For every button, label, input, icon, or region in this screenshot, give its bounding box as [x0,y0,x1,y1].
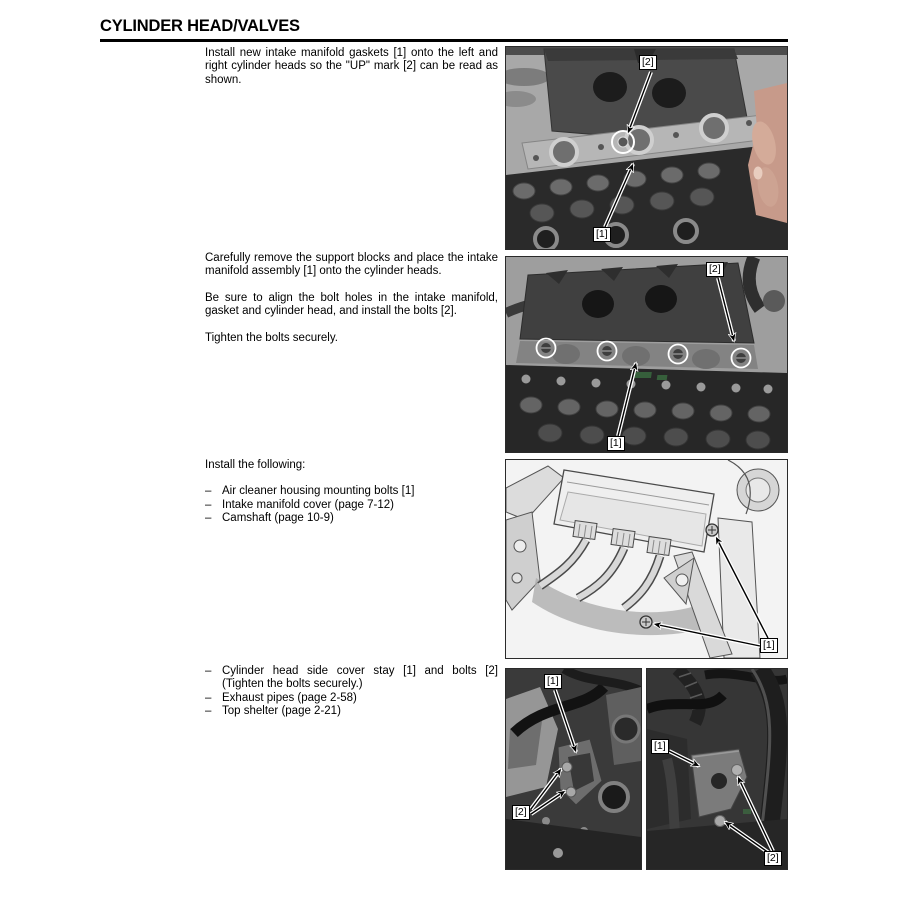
stay-bolt [562,762,572,772]
green-casting-mark [743,809,751,814]
stay-bolt [566,787,576,797]
list-item [205,485,498,498]
install-list [205,485,498,525]
figure-air-cleaner-housing [505,459,788,659]
engine-photo-stay-right [647,669,787,869]
callout-label-1: [1] [760,638,778,653]
callout-label-2: [2] [764,851,782,866]
callout-label-2: [2] [639,55,657,70]
figure-side-cover-stay-left [505,668,642,870]
paragraph: Tighten the bolts securely. [205,331,338,344]
list-dash: – [205,705,212,718]
figure-intake-manifold-gasket [505,46,788,250]
list-item [205,512,498,525]
engine-photo-stay-left [506,669,641,869]
install-list [205,665,498,719]
mounting-bolt [706,524,718,536]
callout-label-2: [2] [512,805,530,820]
list-dash: – [205,512,212,525]
paragraph: Install new intake manifold gaskets [1] onto the left and right cylinder heads so the "UP" mark [2] can be read as shown. [205,47,498,86]
paragraph: Be sure to align the bolt holes in the intake manifold, gasket and cylinder head, and install the bolts [2]. [205,291,498,318]
list-dash: – [205,485,212,498]
callout-label-1: [1] [651,739,669,754]
list-item [205,705,498,718]
step2-text [205,252,498,345]
list-item-text: Cylinder head side cover stay [1] and bolts [2] (Tighten the bolts securely.) [222,665,498,691]
page-title: CYLINDER HEAD/VALVES [100,17,300,35]
callout-label-2: [2] [706,262,724,277]
engine-photo-manifold [506,257,787,452]
callout-label-1: [1] [607,436,625,451]
engine-photo-gasket [506,47,787,249]
list-item-text: Camshaft (page 10-9) [222,512,334,525]
step4-text [205,665,498,719]
list-item [205,692,498,705]
figure-side-cover-stay-right [646,668,788,870]
list-dash: – [205,498,212,511]
list-intro: Install the following: [205,459,306,471]
list-dash: – [205,665,212,677]
list-item-text: Air cleaner housing mounting bolts [1] [222,485,415,498]
mounting-bolt [640,616,652,628]
list-item-text: Intake manifold cover (page 7-12) [222,498,394,511]
paragraph: Carefully remove the support blocks and place the intake manifold assembly [1] onto the cylinder heads. [205,252,498,278]
stay-bolt [732,765,743,776]
figure-intake-manifold-bolts [505,256,788,453]
list-item-text: Exhaust pipes (page 2-58) [222,691,357,704]
list-item [205,665,498,692]
title-rule [100,39,788,42]
step1-text [205,47,498,87]
engine-illustration-air-cleaner [506,460,787,658]
list-dash: – [205,691,212,704]
list-item-text: Top shelter (page 2-21) [222,705,341,718]
step3-text [205,459,498,526]
list-item [205,499,498,512]
callout-label-1: [1] [593,227,611,242]
stay-bolt [715,816,726,827]
callout-label-1: [1] [544,674,562,689]
